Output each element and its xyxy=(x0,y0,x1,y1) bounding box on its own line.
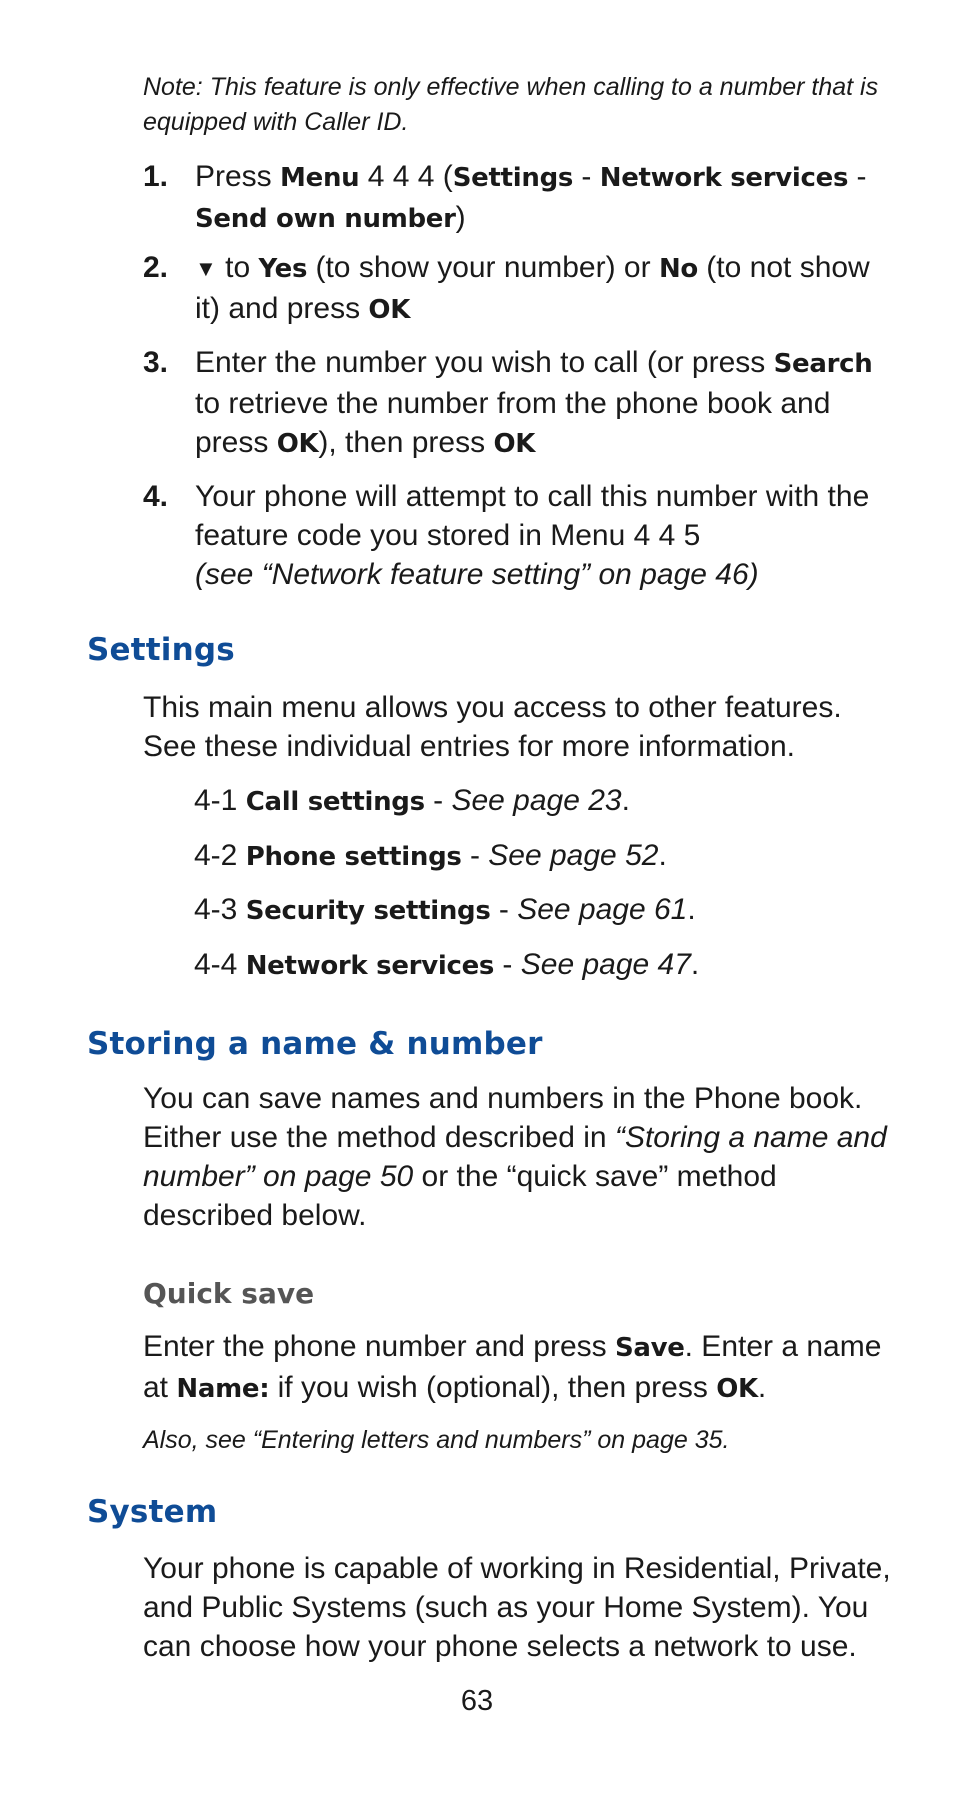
menu-entry-network-services: 4-4 Network services - See page 47. xyxy=(194,948,700,981)
step-number: 2. xyxy=(143,251,169,284)
step-text: Enter the number you wish to call (or press Search to retrieve the number from the phone book and press OK), then press OK xyxy=(195,346,873,459)
step-number: 4. xyxy=(143,480,169,513)
step-text: ▼ to Yes (to show your number) or No (to not show it) and press OK xyxy=(195,251,870,325)
step-text: Your phone will attempt to call this number with the feature code you stored in Menu 4 4 5 (see “Network feature setting” on page 46) xyxy=(195,480,870,591)
page-reference: “Storing a name and number” on page 50 xyxy=(143,1121,887,1193)
yes-key: Yes xyxy=(258,254,308,284)
no-key: No xyxy=(658,254,698,284)
down-arrow-icon: ▼ xyxy=(195,256,217,281)
section-heading-settings: Settings xyxy=(87,632,235,668)
section-heading-storing: Storing a name & number xyxy=(87,1026,543,1062)
save-key: Save xyxy=(614,1333,685,1363)
settings-intro: This main menu allows you access to other features. See these individual entries for more information. xyxy=(143,691,842,763)
caller-id-note: Note: This feature is only effective when calling to a number that is equipped with Caller ID. xyxy=(143,73,879,136)
quick-save-paragraph: Enter the phone number and press Save. Enter a name at Name: if you wish (optional), then press OK. xyxy=(143,1330,882,1404)
ok-key: OK xyxy=(276,429,319,459)
settings-key: Settings xyxy=(452,163,574,193)
section-heading-system: System xyxy=(87,1494,218,1530)
ok-key: OK xyxy=(368,295,411,325)
step-number: 3. xyxy=(143,346,169,379)
storing-paragraph: You can save names and numbers in the Phone book. Either use the method described in “Storing a name and number” on page 50 or the “quick save” method described below. xyxy=(143,1082,887,1232)
step-text: Press Menu 4 4 4 (Settings - Network services - Send own number) xyxy=(195,160,867,234)
subheading-quick-save: Quick save xyxy=(143,1277,315,1310)
ok-key: OK xyxy=(716,1374,758,1404)
page-number: 63 xyxy=(460,1685,494,1717)
see-also-note: Also, see “Entering letters and numbers” on page 35. xyxy=(143,1426,730,1454)
ok-key: OK xyxy=(493,429,536,459)
network-services-key: Network services xyxy=(599,163,849,193)
menu-entry-security-settings: 4-3 Security settings - See page 61. xyxy=(194,893,696,926)
name-key: Name: xyxy=(176,1374,270,1404)
step-number: 1. xyxy=(143,160,169,193)
page-reference: (see “Network feature setting” on page 46) xyxy=(195,558,759,591)
system-paragraph: Your phone is capable of working in Residential, Private, and Public Systems (such as your Home System). You can choose how your phone selects a network to use. xyxy=(143,1552,891,1663)
menu-entry-call-settings: 4-1 Call settings - See page 23. xyxy=(194,784,630,817)
menu-entry-phone-settings: 4-2 Phone settings - See page 52. xyxy=(194,839,667,872)
search-key: Search xyxy=(773,349,873,379)
menu-key: Menu xyxy=(280,163,360,193)
send-own-number-key: Send own number xyxy=(195,204,456,234)
